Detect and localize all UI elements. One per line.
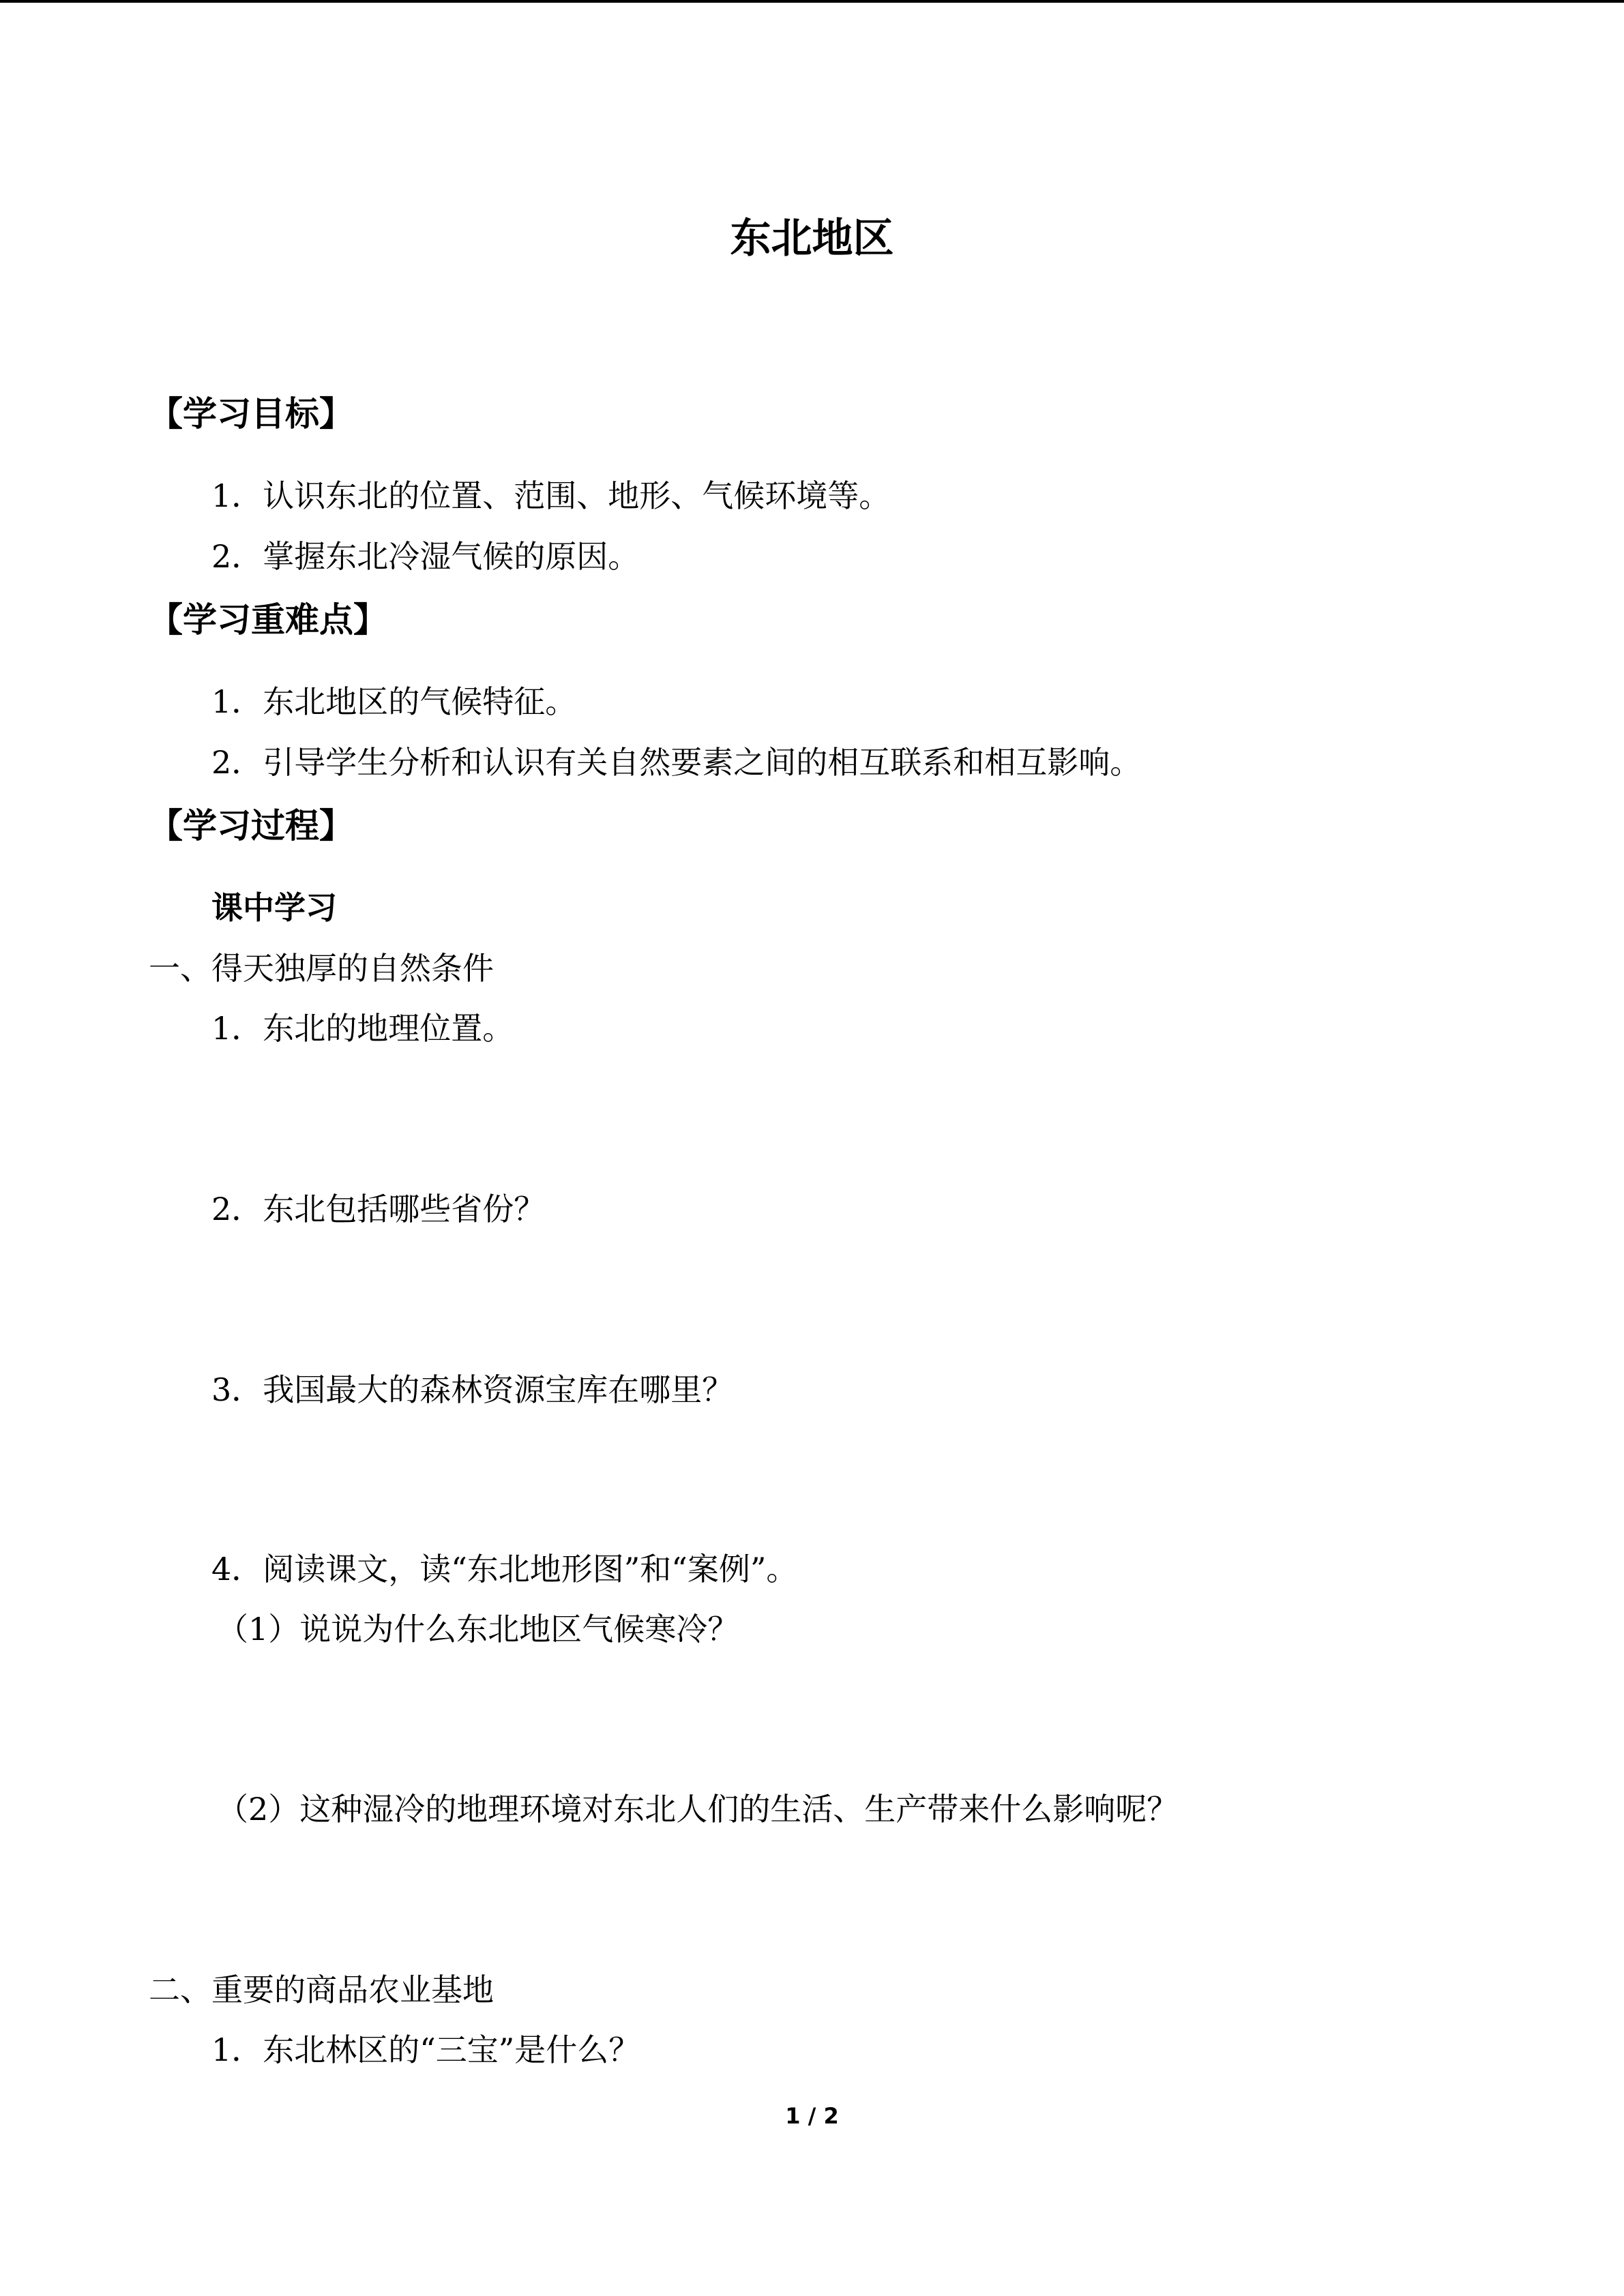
process-subheading: 课中学习 [211,889,337,926]
part1-question-2: 2．东北包括哪些省份？ [211,1191,546,1227]
part1-question-1: 1．东北的地理位置。 [211,1010,514,1047]
goal-item-2: 2．掌握东北冷湿气候的原因。 [211,538,640,575]
part2-title: 二、重要的商品农业基地 [149,1971,494,2008]
section-heading-goals: 【学习目标】 [149,394,353,434]
part1-question-4-2: （2）这种湿冷的地理环境对东北人们的生活、生产带来什么影响呢？ [217,1791,1179,1828]
part1-question-4: 4．阅读课文，读“东北地形图”和“案例”。 [211,1551,798,1587]
key-point-item-1: 1．东北地区的气候特征。 [211,683,577,720]
key-point-item-2: 2．引导学生分析和认识有关自然要素之间的相互联系和相互影响。 [211,744,1142,781]
part2-question-1: 1．东北林区的“三宝”是什么？ [211,2031,640,2068]
part1-title: 一、得天独厚的自然条件 [149,950,494,987]
section-heading-process: 【学习过程】 [149,806,353,846]
document-title: 东北地区 [730,215,894,263]
section-heading-key-points: 【学习重难点】 [149,600,387,640]
page-number: 1 / 2 [785,2103,839,2129]
part1-question-4-1: （1）说说为什么东北地区气候寒冷？ [217,1611,739,1648]
page-top-border [0,0,1624,3]
part1-question-3: 3．我国最大的森林资源宝库在哪里？ [211,1371,734,1408]
goal-item-1: 1．认识东北的位置、范围、地形、气候环境等。 [211,477,891,514]
